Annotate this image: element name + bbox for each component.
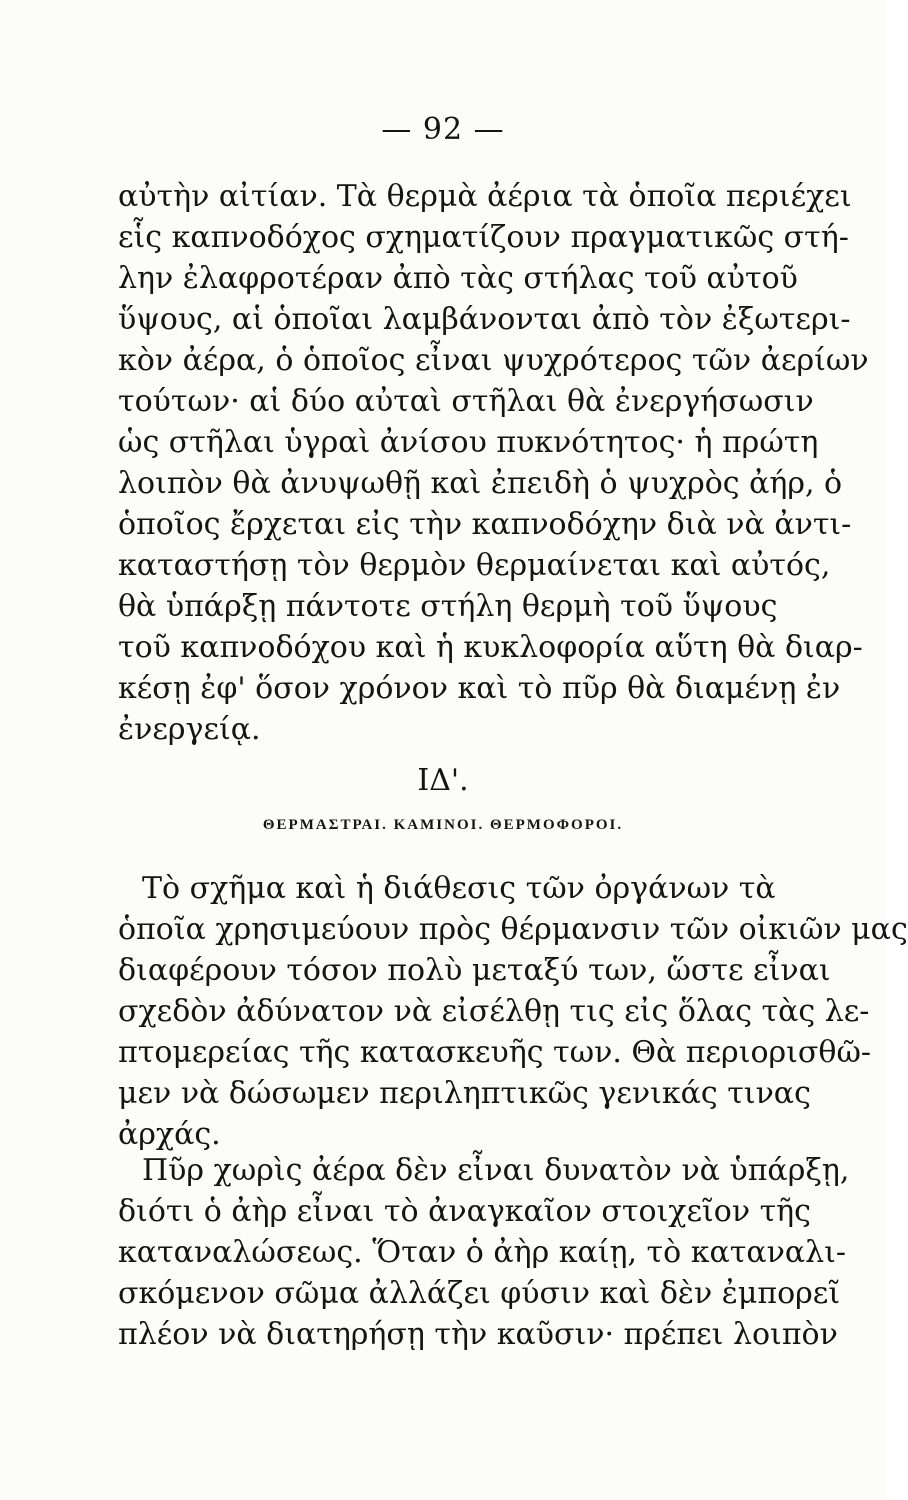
text-line: ἀρχάς.: [118, 1117, 221, 1152]
text-line: εἷς καπνοδόχος σχηματίζουν πραγματικῶς στή-: [118, 220, 849, 255]
text-line: πτομερείας τῆς κατασκευῆς των. Θὰ περιορισθῶ-: [118, 1035, 872, 1070]
text-line: σκόμενον σῶμα ἀλλάζει φύσιν καὶ δὲν ἐμπορεῖ: [118, 1276, 841, 1311]
text-line: λην ἐλαφροτέραν ἀπὸ τὰς στήλας τοῦ αὐτοῦ: [118, 261, 798, 296]
text-line: τούτων· αἱ δύο αὐταὶ στῆλαι θὰ ἐνεργήσωσιν: [118, 384, 814, 419]
text-line: κέσῃ ἐφ' ὅσον χρόνον καὶ τὸ πῦρ θὰ διαμένῃ ἐν: [118, 671, 841, 706]
text-line: διαφέρουν τόσον πολὺ μεταξύ των, ὥστε εἶναι: [118, 953, 831, 988]
text-line: ὁποῖος ἔρχεται εἰς τὴν καπνοδόχην διὰ νὰ ἀντι-: [118, 507, 852, 542]
text-line: ὕψους, αἱ ὁποῖαι λαμβάνονται ἀπὸ τὸν ἐξωτερι-: [118, 302, 851, 337]
text-line: τοῦ καπνοδόχου καὶ ἡ κυκλοφορία αὕτη θὰ διαρ-: [118, 630, 863, 665]
text-line: κὸν ἀέρα, ὁ ὁποῖος εἶναι ψυχρότερος τῶν ἀερίων: [118, 343, 869, 378]
text-line: πλέον νὰ διατηρήσῃ τὴν καῦσιν· πρέπει λοιπὸν: [118, 1317, 838, 1352]
text-line: ἐνεργείᾳ.: [118, 712, 261, 747]
paragraph-continued: [118, 176, 869, 750]
text-line: σχεδὸν ἀδύνατον νὰ εἰσέλθῃ τις εἰς ὅλας τὰς λε-: [118, 994, 870, 1029]
text-line: καταναλώσεως. Ὅταν ὁ ἀὴρ καίῃ, τὸ καταναλι-: [118, 1235, 847, 1270]
text-line: λοιπὸν θὰ ἀνυψωθῇ καὶ ἐπειδὴ ὁ ψυχρὸς ἀήρ, ὁ: [118, 466, 843, 501]
paragraph: [118, 1150, 850, 1355]
paragraph: [118, 868, 908, 1155]
section-number: ΙΔ'.: [417, 763, 469, 798]
text-line: διότι ὁ ἀὴρ εἶναι τὸ ἀναγκαῖον στοιχεῖον τῆς: [118, 1194, 811, 1229]
page-number: — 92 —: [381, 112, 505, 147]
text-line: αὐτὴν αἰτίαν. Τὰ θερμὰ ἀέρια τὰ ὁποῖα περιέχει: [118, 179, 852, 214]
text-line: καταστήσῃ τὸν θερμὸν θερμαίνεται καὶ αὐτός,: [118, 548, 831, 583]
text-line: Πῦρ χωρὶς ἀέρα δὲν εἶναι δυνατὸν νὰ ὑπάρξῃ,: [142, 1153, 850, 1188]
section-title: ΘΕΡΜΑΣΤΡΑΙ. ΚΑΜΙΝΟΙ. ΘΕΡΜΟΦΟΡΟΙ.: [262, 817, 624, 833]
text-line: Τὸ σχῆμα καὶ ἡ διάθεσις τῶν ὀργάνων τὰ: [142, 871, 776, 906]
text-line: ὁποῖα χρησιμεύουν πρὸς θέρμανσιν τῶν οἰκιῶν μας: [118, 912, 908, 947]
text-line: ὡς στῆλαι ὑγραὶ ἀνίσου πυκνότητος· ἡ πρώτη: [118, 425, 819, 460]
text-line: θὰ ὑπάρξῃ πάντοτε στήλη θερμὴ τοῦ ὕψους: [118, 589, 778, 624]
text-line: μεν νὰ δώσωμεν περιληπτικῶς γενικάς τινας: [118, 1076, 811, 1111]
